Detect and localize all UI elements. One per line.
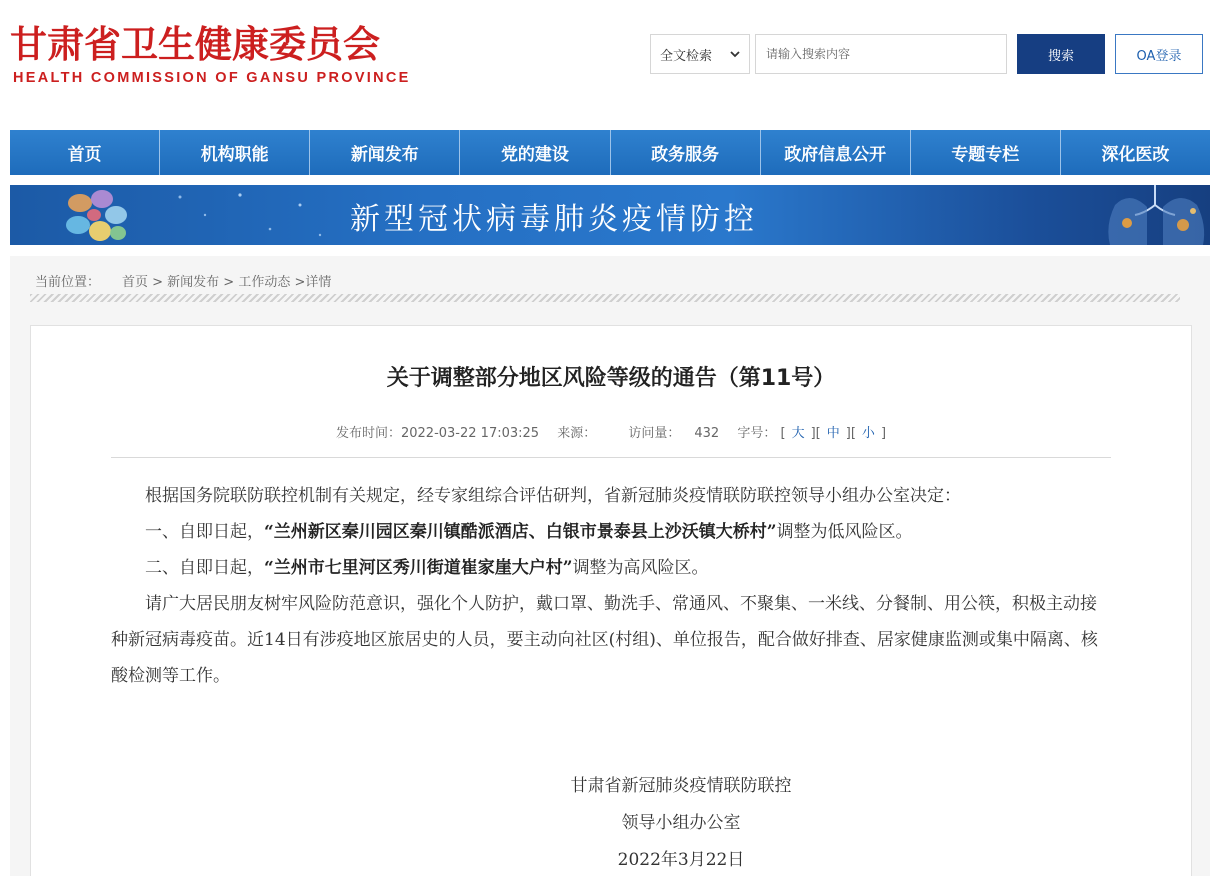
nav-item-news[interactable]: 新闻发布 xyxy=(310,130,460,175)
nav-item-party[interactable]: 党的建设 xyxy=(460,130,610,175)
article-title: 关于调整部分地区风险等级的通告（第11号） xyxy=(386,366,836,391)
views-label: 访问量： xyxy=(628,426,681,441)
nav-item-services[interactable]: 政务服务 xyxy=(611,130,761,175)
site-logo-english[interactable]: HEALTH COMMISSION OF GANSU PROVINCE xyxy=(13,70,411,86)
paragraph-advice: 请广大居民朋友树牢风险防范意识，强化个人防护，戴口罩、勤洗手、常通风、不聚集、一米线、分餐制、用公筷，积极主动接种新冠病毒疫苗。近14日有涉疫地区旅居史的人员，要主动向社区(村组)、单位报告，配合做好排查、居家健康监测或集中隔离、核酸检测等工作。 xyxy=(111,594,1098,686)
nav-item-reform[interactable]: 深化医改 xyxy=(1101,145,1170,165)
breadcrumb xyxy=(35,271,331,290)
article-panel xyxy=(30,325,1192,876)
paragraph-item-2 xyxy=(111,550,1111,586)
main-nav xyxy=(10,130,1210,175)
search-scope-value: 全文检索 xyxy=(660,48,713,64)
publish-time: 2022-03-22 17:03:25 xyxy=(400,426,540,441)
article-meta: 发布时间：2022-03-22 17:03:25 来源： 访问量： 432 字号： [ 大 ][ 中 ][ 小 ] xyxy=(335,426,887,441)
item-2-suffix: 调整为高风险区。 xyxy=(572,558,709,578)
nav-item-home[interactable]: 首页 xyxy=(10,130,160,175)
item-1-location: “兰州新区秦川园区秦川镇酷派酒店、白银市景泰县上沙沃镇大桥村” xyxy=(264,522,777,542)
fontsize-small-button[interactable]: 小 xyxy=(861,426,875,441)
fontsize-large-button[interactable]: 大 xyxy=(791,426,805,441)
flower-logo-icon xyxy=(58,185,138,245)
signature-line-2: 领导小组办公室 xyxy=(621,813,741,833)
chevron-down-icon xyxy=(729,48,741,60)
paragraph-intro: 根据国务院联防联控机制有关规定，经专家组综合评估研判，省新冠肺炎疫情联防联控领导小组办公室决定： xyxy=(145,486,961,506)
site-logo-chinese[interactable]: 甘肃省卫生健康委员会 xyxy=(10,23,380,66)
breadcrumb-path[interactable]: 首页 > 新闻发布 > 工作动态 >详情 xyxy=(122,275,332,290)
covid-banner[interactable] xyxy=(10,185,1210,245)
signature-date: 2022年3月22日 xyxy=(617,850,745,870)
item-2-prefix: 二、自即日起， xyxy=(145,558,264,578)
site-header xyxy=(0,0,1220,130)
decorative-dots-icon xyxy=(160,185,340,245)
fontsize-label: 字号： xyxy=(737,426,777,441)
views-count: 432 xyxy=(694,426,720,441)
title-divider xyxy=(111,457,1111,458)
breadcrumb-label: 当前位置： xyxy=(35,275,101,290)
signature-line-1: 甘肃省新冠肺炎疫情联防联控 xyxy=(570,776,792,796)
search-input[interactable] xyxy=(755,34,1007,74)
search-button[interactable]: 搜索 xyxy=(1017,34,1105,74)
breadcrumb-divider xyxy=(30,294,1180,302)
banner-title: 新型冠状病毒肺炎疫情防控 xyxy=(350,202,758,237)
paragraph-item-1 xyxy=(111,514,1111,550)
article-body xyxy=(111,478,1111,694)
oa-login-button[interactable]: OA登录 xyxy=(1115,34,1203,74)
lungs-icon xyxy=(1105,185,1210,245)
publish-label: 发布时间： xyxy=(335,426,401,441)
item-1-suffix: 调整为低风险区。 xyxy=(776,522,913,542)
item-2-location: “兰州市七里河区秀川街道崔家崖大户村” xyxy=(264,558,573,578)
search-scope-select[interactable] xyxy=(650,34,750,74)
nav-item-topics[interactable]: 专题专栏 xyxy=(911,130,1061,175)
nav-item-disclosure[interactable]: 政府信息公开 xyxy=(761,130,911,175)
nav-item-functions[interactable]: 机构职能 xyxy=(160,130,310,175)
source-label: 来源： xyxy=(557,426,597,441)
item-1-prefix: 一、自即日起， xyxy=(145,522,264,542)
fontsize-medium-button[interactable]: 中 xyxy=(826,426,840,441)
